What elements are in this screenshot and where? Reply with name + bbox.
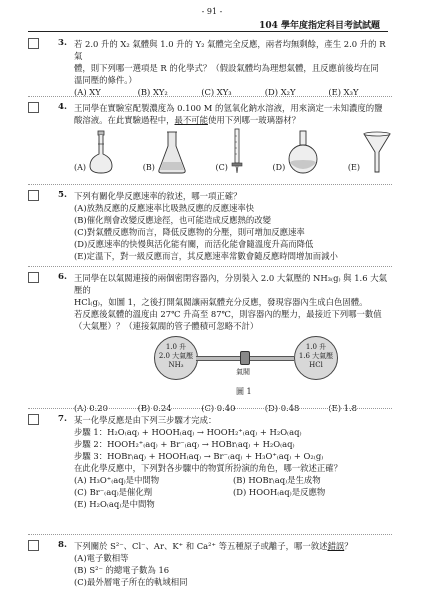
option-b[interactable]: (B) S²⁻ 的總電子數為 16 — [74, 565, 170, 575]
question-text: HCl₍g₎，如圖 1，之後打開氣閥讓兩氣體充分反應，發現容器內生成白色固體。 — [74, 297, 368, 307]
question-text: 王同學在實驗室配製濃度為 0.100 M 的氫氧化鈉水溶液，用來滴定一未知濃度的鹽 — [74, 103, 383, 113]
option-d[interactable]: (D) — [273, 128, 320, 174]
option-b[interactable]: (B) 0.24 — [137, 403, 172, 413]
option-e[interactable]: (E) H₂O₍aq₎是中間物 — [74, 499, 155, 509]
question-text: 下列有關化學反應速率的敘述，哪一項正確？ — [74, 191, 242, 201]
question-number: 5. — [58, 190, 67, 200]
valve-label: 氣閥 — [236, 368, 250, 376]
question-number: 4. — [58, 102, 67, 112]
round-bottom-flask-icon — [287, 130, 319, 174]
answer-box[interactable] — [28, 272, 54, 284]
question-number: 6. — [58, 272, 67, 282]
question-text: 若反應後氣體的溫度由 27℃ 升高至 87℃，則容器內的壓力，最接近下列哪一數值 — [74, 309, 382, 319]
page-number: - 91 - — [201, 7, 223, 16]
option-c[interactable]: (C) — [216, 128, 244, 174]
question-text: 下列關於 S²⁻、Cl⁻、Ar、K⁺ 和 Ca²⁺ 等五種原子或離子，哪一敘述錯誤？ — [74, 541, 353, 551]
option-d[interactable]: (D) HOOH₍aq₎是反應物 — [233, 487, 326, 497]
nh3-container: 1.0 升 2.0 大氣壓 NH₃ — [154, 336, 198, 380]
reaction-step-3: 步驟 3：HOBr₍aq₎ + HOOH₍aq₎ → Br⁻₍aq₎ + H₃O⁺₍aq₎ + O₂₍g₎ — [74, 451, 324, 461]
question-5 — [28, 190, 392, 262]
question-7 — [28, 414, 392, 510]
volumetric-flask-icon — [88, 130, 114, 174]
separator — [28, 184, 392, 185]
option-e[interactable]: (E) — [348, 128, 392, 174]
option-c[interactable]: (C) XY₃ — [201, 87, 232, 97]
option-a[interactable]: (A) H₃O⁺₍aq₎是中間物 — [74, 475, 160, 485]
option-c[interactable]: (C) Br⁻₍aq₎是催化劑 — [74, 487, 153, 497]
separator — [28, 266, 392, 267]
question-text: 體，則下列哪一選項是 R 的化學式？（假設氣體均為理想氣體，且反應前後均在同 — [74, 63, 379, 73]
question-8 — [28, 540, 392, 588]
burette-icon — [230, 128, 244, 174]
question-text: （大氣壓）？（連接氣閥的管子體積可忽略不計） — [74, 321, 259, 331]
option-d[interactable]: (D)反應速率的快慢與活化能有關，而活化能會隨溫度升高而降低 — [74, 239, 314, 249]
figure-1 — [74, 336, 392, 402]
option-d[interactable]: (D) X₂Y — [264, 87, 296, 97]
question-6 — [28, 272, 392, 414]
exam-title: 104 學年度指定科目考試試題 — [259, 21, 380, 31]
option-b[interactable]: (B) — [143, 128, 187, 174]
option-e[interactable]: (E) 1.8 — [328, 403, 358, 413]
valve-icon — [240, 351, 250, 365]
option-e[interactable]: (E)定溫下，對一級反應而言，其反應速率常數會隨反應時間增加而減小 — [74, 251, 338, 261]
question-text: 在此化學反應中，下列對各步驟中的物質所扮演的角色，哪一敘述正確？ — [74, 463, 342, 473]
option-a[interactable]: (A) XY — [74, 87, 101, 97]
option-d[interactable]: (D) 0.48 — [264, 403, 300, 413]
question-text: 溫同壓的條件。） — [74, 75, 137, 85]
glassware-options — [74, 128, 392, 174]
option-b[interactable]: (B) XY₂ — [137, 87, 168, 97]
reaction-step-2: 步驟 2：HOOH₂⁺₍aq₎ + Br⁻₍aq₎ → HOBr₍aq₎ + H₂O₍aq₎ — [74, 439, 295, 449]
answer-box[interactable] — [28, 414, 54, 426]
emphasis-text: 最不可能 — [174, 115, 208, 125]
question-3 — [28, 38, 392, 98]
header-rule — [28, 31, 388, 32]
figure-caption: 圖 1 — [236, 387, 252, 396]
option-a[interactable]: (A)放熱反應的反應速率比吸熱反應的反應速率快 — [74, 203, 255, 213]
erlenmeyer-flask-icon — [157, 130, 187, 174]
option-c[interactable]: (C) 0.40 — [201, 403, 236, 413]
reaction-step-1: 步驟 1：H₂O₍aq₎ + HOOH₍aq₎ → HOOH₂⁺₍aq₎ + H₂O₍aq₎ — [74, 427, 302, 437]
option-a[interactable]: (A) — [74, 128, 114, 174]
question-4 — [28, 102, 392, 174]
option-e[interactable]: (E) X₃Y — [328, 87, 359, 97]
answer-box[interactable] — [28, 190, 54, 202]
option-c[interactable]: (C)最外層電子所在的軌域相同 — [74, 577, 188, 587]
question-number: 7. — [58, 414, 67, 424]
question-text: 若 2.0 升的 X₂ 氣體與 1.0 升的 Y₂ 氣體完全反應，兩者均無剩餘，產生 2.0 升的 R 氣 — [74, 39, 386, 61]
separator — [28, 534, 392, 535]
funnel-icon — [362, 130, 392, 174]
option-b[interactable]: (B)催化劑會改變反應途徑，也可能造成反應熱的改變 — [74, 215, 271, 225]
answer-box[interactable] — [28, 102, 54, 114]
hcl-container: 1.0 升 1.6 大氣壓 HCl — [294, 336, 338, 380]
separator — [28, 96, 392, 97]
question-number: 3. — [58, 38, 67, 48]
answer-box[interactable] — [28, 540, 54, 552]
option-a[interactable]: (A)電子數相等 — [74, 553, 129, 563]
answer-box[interactable] — [28, 38, 54, 50]
question-text: 酸溶液。在此實驗過程中，最不可能使用下列哪一玻璃器材？ — [74, 115, 301, 125]
question-text: 某一化學反應是由下列三步驟才完成： — [74, 415, 217, 425]
option-a[interactable]: (A) 0.20 — [74, 403, 108, 413]
question-number: 8. — [58, 540, 67, 550]
emphasis-text: 錯誤 — [327, 541, 345, 551]
option-c[interactable]: (C)對氣體反應物而言，降低反應物的分壓，則可增加反應速率 — [74, 227, 305, 237]
separator — [28, 408, 392, 409]
option-b[interactable]: (B) HOBr₍aq₎是生成物 — [233, 475, 321, 485]
question-text: 王同學在以氣閥連接的兩個密閉容器內，分別裝入 2.0 大氣壓的 NH₃₍g₎ 與 1.6 大氣壓的 — [74, 273, 387, 295]
